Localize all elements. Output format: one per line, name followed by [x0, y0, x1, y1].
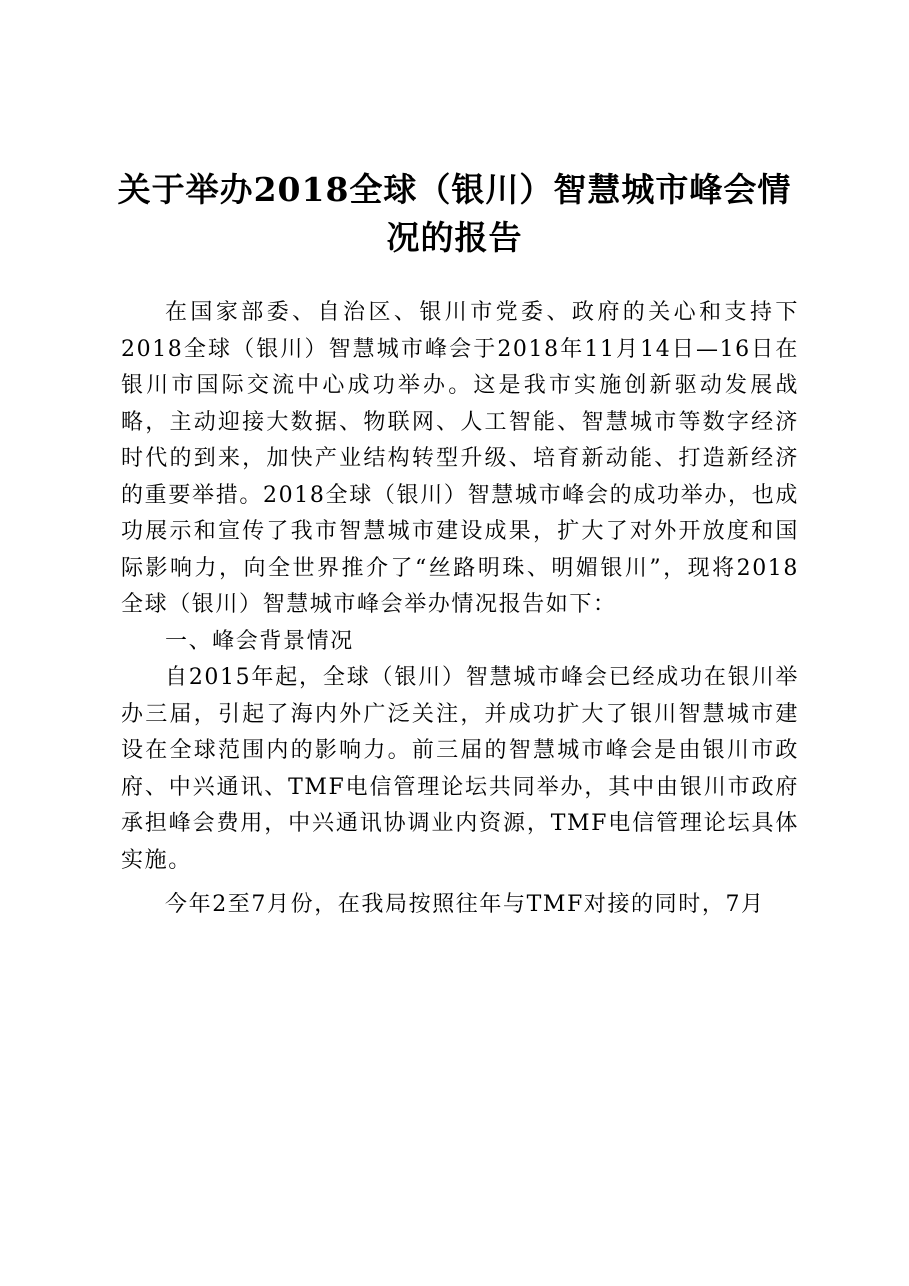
section-heading-background: 一、峰会背景情况 [165, 628, 354, 654]
paragraph-background: 自2015年起，全球（银川）智慧城市峰会已经成功在银川举办三届，引起了海内外广泛关注，并成功扩大了银川智慧城市建设在全球范围内的影响力。前三届的智慧城市峰会是由银川市政府、中兴通讯、TMF电信管理论坛共同举办，其中由银川市政府承担峰会费用，中兴通讯协调业内资源，TMF电信管理论坛具体实施。 [121, 665, 799, 873]
document-title: 关于举办2018全球（银川）智慧城市峰会情况的报告 [117, 170, 792, 257]
paragraph-intro: 在国家部委、自治区、银川市党委、政府的关心和支持下2018全球（银川）智慧城市峰会于2018年11月14日—16日在银川市国际交流中心成功举办。这是我市实施创新驱动发展战略，主动迎接大数据、物联网、人工智能、智慧城市等数字经济时代的到来，加快产业结构转型升级、培育新动能、打造新经济的重要举措。2018全球（银川）智慧城市峰会的成功举办，也成功展示和宣传了我市智慧城市建设成果，扩大了对外开放度和国际影响力，向全世界推介了“丝路明珠、明媚银川”，现将2018全球（银川）智慧城市峰会举办情况报告如下： [121, 300, 799, 617]
document-body [121, 295, 799, 924]
paragraph-continuation: 今年2至7月份，在我局按照往年与TMF对接的同时，7月 [165, 892, 765, 917]
